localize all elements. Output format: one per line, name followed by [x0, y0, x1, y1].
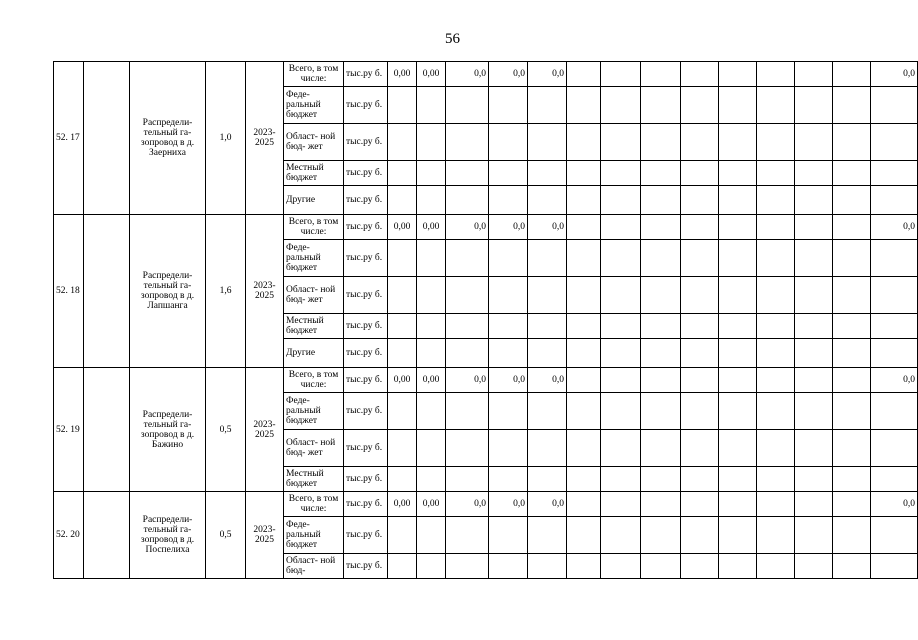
empty-cell	[681, 467, 719, 492]
table-row	[54, 368, 918, 393]
value-cell: 0,0	[489, 368, 528, 393]
empty-cell	[601, 393, 641, 430]
empty-cell	[757, 368, 795, 393]
empty-cell	[489, 517, 528, 554]
value-cell: 0,00	[388, 492, 417, 517]
empty-cell	[795, 517, 833, 554]
unit-label: тыс.ру б.	[344, 186, 388, 215]
empty-cell	[601, 215, 641, 240]
empty-cell	[833, 87, 871, 124]
value-cell: 0,00	[388, 215, 417, 240]
empty-cell	[489, 161, 528, 186]
empty-cell	[681, 368, 719, 393]
empty-cell	[681, 430, 719, 467]
funding-source: Феде- ральный бюджет	[284, 393, 344, 430]
empty-cell	[681, 277, 719, 314]
value-cell: 0,0	[871, 215, 918, 240]
funding-source: Местный бюджет	[284, 161, 344, 186]
empty-cell	[567, 124, 601, 161]
empty-cell	[871, 430, 918, 467]
object-name: Распредели- тельный га- зопровод в д. Бажино	[130, 368, 206, 492]
empty-cell	[871, 554, 918, 579]
unit-label: тыс.ру б.	[344, 368, 388, 393]
empty-cell	[489, 339, 528, 368]
empty-cell	[871, 87, 918, 124]
empty-cell	[446, 467, 489, 492]
value-cell: 0,0	[446, 368, 489, 393]
empty-cell	[757, 240, 795, 277]
empty-cell	[388, 87, 417, 124]
empty-cell	[719, 62, 757, 87]
row-number: 52. 20	[54, 492, 84, 579]
empty-cell	[601, 87, 641, 124]
empty-cell	[601, 339, 641, 368]
empty-cell	[528, 277, 567, 314]
empty-cell	[489, 393, 528, 430]
unit-label: тыс.ру б.	[344, 215, 388, 240]
empty-cell	[641, 393, 681, 430]
empty-cell	[446, 161, 489, 186]
empty-cell	[757, 186, 795, 215]
empty-cell	[417, 393, 446, 430]
empty-cell	[681, 215, 719, 240]
pipeline-length: 1,6	[206, 215, 246, 368]
empty-cell	[84, 62, 130, 215]
object-name: Распредели- тельный га- зопровод в д. Поспелиха	[130, 492, 206, 579]
empty-cell	[719, 314, 757, 339]
unit-label: тыс.ру б.	[344, 492, 388, 517]
empty-cell	[641, 368, 681, 393]
funding-source: Местный бюджет	[284, 467, 344, 492]
empty-cell	[528, 161, 567, 186]
empty-cell	[833, 492, 871, 517]
object-name: Распредели- тельный га- зопровод в д. Лапшанга	[130, 215, 206, 368]
empty-cell	[719, 277, 757, 314]
funding-source: Другие	[284, 186, 344, 215]
empty-cell	[567, 215, 601, 240]
empty-cell	[601, 467, 641, 492]
empty-cell	[795, 161, 833, 186]
empty-cell	[489, 240, 528, 277]
empty-cell	[795, 124, 833, 161]
empty-cell	[757, 87, 795, 124]
empty-cell	[795, 314, 833, 339]
value-cell: 0,0	[446, 215, 489, 240]
empty-cell	[871, 467, 918, 492]
empty-cell	[446, 554, 489, 579]
unit-label: тыс.ру б.	[344, 339, 388, 368]
empty-cell	[417, 277, 446, 314]
empty-cell	[641, 554, 681, 579]
empty-cell	[446, 393, 489, 430]
empty-cell	[871, 186, 918, 215]
unit-label: тыс.ру б.	[344, 240, 388, 277]
empty-cell	[681, 87, 719, 124]
empty-cell	[446, 240, 489, 277]
pipeline-length: 0,5	[206, 492, 246, 579]
funding-source: Област- ной бюд- жет	[284, 124, 344, 161]
empty-cell	[795, 62, 833, 87]
unit-label: тыс.ру б.	[344, 87, 388, 124]
empty-cell	[871, 161, 918, 186]
value-cell: 0,0	[446, 492, 489, 517]
empty-cell	[757, 430, 795, 467]
empty-cell	[567, 492, 601, 517]
empty-cell	[681, 314, 719, 339]
empty-cell	[795, 368, 833, 393]
value-cell: 0,00	[417, 215, 446, 240]
empty-cell	[528, 240, 567, 277]
object-name: Распредели- тельный га- зопровод в д. Заерниха	[130, 62, 206, 215]
empty-cell	[719, 240, 757, 277]
funding-table	[53, 61, 918, 579]
empty-cell	[681, 62, 719, 87]
empty-cell	[567, 517, 601, 554]
empty-cell	[446, 430, 489, 467]
empty-cell	[871, 277, 918, 314]
empty-cell	[417, 87, 446, 124]
value-cell: 0,0	[489, 62, 528, 87]
empty-cell	[795, 467, 833, 492]
empty-cell	[757, 517, 795, 554]
empty-cell	[567, 393, 601, 430]
empty-cell	[641, 124, 681, 161]
empty-cell	[871, 240, 918, 277]
empty-cell	[446, 339, 489, 368]
empty-cell	[719, 517, 757, 554]
funding-source: Всего, в том числе:	[284, 215, 344, 240]
empty-cell	[388, 393, 417, 430]
unit-label: тыс.ру б.	[344, 62, 388, 87]
empty-cell	[567, 240, 601, 277]
empty-cell	[719, 339, 757, 368]
empty-cell	[641, 430, 681, 467]
empty-cell	[601, 368, 641, 393]
empty-cell	[601, 430, 641, 467]
empty-cell	[528, 124, 567, 161]
empty-cell	[719, 467, 757, 492]
value-cell: 0,0	[528, 215, 567, 240]
empty-cell	[757, 393, 795, 430]
empty-cell	[489, 186, 528, 215]
empty-cell	[833, 314, 871, 339]
empty-cell	[757, 215, 795, 240]
empty-cell	[446, 124, 489, 161]
funding-source: Феде- ральный бюджет	[284, 87, 344, 124]
value-cell: 0,0	[871, 492, 918, 517]
table-row	[54, 492, 918, 517]
empty-cell	[871, 124, 918, 161]
empty-cell	[567, 554, 601, 579]
pipeline-length: 0,5	[206, 368, 246, 492]
empty-cell	[528, 339, 567, 368]
empty-cell	[489, 467, 528, 492]
empty-cell	[84, 492, 130, 579]
empty-cell	[84, 368, 130, 492]
empty-cell	[446, 517, 489, 554]
empty-cell	[795, 393, 833, 430]
empty-cell	[641, 467, 681, 492]
empty-cell	[833, 467, 871, 492]
empty-cell	[757, 554, 795, 579]
pipeline-length: 1,0	[206, 62, 246, 215]
empty-cell	[795, 430, 833, 467]
funding-source: Област- ной бюд- жет	[284, 277, 344, 314]
empty-cell	[601, 554, 641, 579]
unit-label: тыс.ру б.	[344, 554, 388, 579]
value-cell: 0,00	[417, 492, 446, 517]
unit-label: тыс.ру б.	[344, 124, 388, 161]
empty-cell	[833, 124, 871, 161]
empty-cell	[719, 492, 757, 517]
empty-cell	[795, 87, 833, 124]
unit-label: тыс.ру б.	[344, 277, 388, 314]
empty-cell	[719, 161, 757, 186]
empty-cell	[388, 554, 417, 579]
empty-cell	[489, 430, 528, 467]
empty-cell	[833, 430, 871, 467]
empty-cell	[567, 62, 601, 87]
period: 2023- 2025	[246, 368, 284, 492]
value-cell: 0,0	[528, 492, 567, 517]
page-number: 56	[445, 31, 460, 47]
empty-cell	[417, 517, 446, 554]
funding-source: Всего, в том числе:	[284, 368, 344, 393]
funding-source: Феде- ральный бюджет	[284, 517, 344, 554]
empty-cell	[601, 62, 641, 87]
empty-cell	[601, 492, 641, 517]
unit-label: тыс.ру б.	[344, 467, 388, 492]
value-cell: 0,00	[388, 62, 417, 87]
empty-cell	[641, 314, 681, 339]
empty-cell	[528, 393, 567, 430]
empty-cell	[567, 467, 601, 492]
empty-cell	[388, 314, 417, 339]
empty-cell	[719, 87, 757, 124]
value-cell: 0,0	[489, 215, 528, 240]
empty-cell	[681, 554, 719, 579]
empty-cell	[795, 186, 833, 215]
empty-cell	[567, 314, 601, 339]
unit-label: тыс.ру б.	[344, 517, 388, 554]
row-number: 52. 19	[54, 368, 84, 492]
empty-cell	[681, 339, 719, 368]
empty-cell	[757, 467, 795, 492]
empty-cell	[757, 339, 795, 368]
empty-cell	[833, 339, 871, 368]
empty-cell	[446, 314, 489, 339]
table-row	[54, 62, 918, 87]
empty-cell	[388, 517, 417, 554]
empty-cell	[719, 393, 757, 430]
empty-cell	[417, 186, 446, 215]
empty-cell	[528, 430, 567, 467]
empty-cell	[84, 215, 130, 368]
empty-cell	[719, 554, 757, 579]
empty-cell	[528, 467, 567, 492]
value-cell: 0,0	[871, 368, 918, 393]
value-cell: 0,0	[528, 368, 567, 393]
empty-cell	[528, 87, 567, 124]
empty-cell	[795, 215, 833, 240]
empty-cell	[757, 62, 795, 87]
funding-source: Област- ной бюд-	[284, 554, 344, 579]
empty-cell	[795, 277, 833, 314]
empty-cell	[833, 277, 871, 314]
unit-label: тыс.ру б.	[344, 314, 388, 339]
empty-cell	[601, 161, 641, 186]
funding-source: Местный бюджет	[284, 314, 344, 339]
empty-cell	[489, 124, 528, 161]
funding-source: Всего, в том числе:	[284, 492, 344, 517]
empty-cell	[528, 186, 567, 215]
empty-cell	[641, 87, 681, 124]
empty-cell	[641, 161, 681, 186]
empty-cell	[601, 517, 641, 554]
empty-cell	[489, 87, 528, 124]
empty-cell	[417, 314, 446, 339]
empty-cell	[567, 186, 601, 215]
value-cell: 0,0	[489, 492, 528, 517]
period: 2023- 2025	[246, 62, 284, 215]
empty-cell	[833, 393, 871, 430]
empty-cell	[528, 314, 567, 339]
empty-cell	[567, 161, 601, 186]
value-cell: 0,00	[388, 368, 417, 393]
empty-cell	[681, 492, 719, 517]
empty-cell	[388, 277, 417, 314]
empty-cell	[871, 314, 918, 339]
empty-cell	[641, 277, 681, 314]
empty-cell	[641, 215, 681, 240]
empty-cell	[417, 339, 446, 368]
value-cell: 0,00	[417, 62, 446, 87]
empty-cell	[601, 186, 641, 215]
empty-cell	[641, 62, 681, 87]
empty-cell	[567, 339, 601, 368]
empty-cell	[567, 87, 601, 124]
empty-cell	[641, 339, 681, 368]
empty-cell	[681, 124, 719, 161]
empty-cell	[388, 124, 417, 161]
empty-cell	[446, 87, 489, 124]
empty-cell	[833, 215, 871, 240]
empty-cell	[641, 186, 681, 215]
empty-cell	[567, 368, 601, 393]
empty-cell	[681, 393, 719, 430]
empty-cell	[719, 430, 757, 467]
unit-label: тыс.ру б.	[344, 161, 388, 186]
empty-cell	[388, 240, 417, 277]
empty-cell	[417, 430, 446, 467]
period: 2023- 2025	[246, 492, 284, 579]
value-cell: 0,0	[528, 62, 567, 87]
empty-cell	[388, 186, 417, 215]
empty-cell	[681, 186, 719, 215]
empty-cell	[871, 339, 918, 368]
value-cell: 0,00	[417, 368, 446, 393]
empty-cell	[601, 314, 641, 339]
empty-cell	[833, 161, 871, 186]
empty-cell	[489, 314, 528, 339]
empty-cell	[446, 277, 489, 314]
empty-cell	[417, 240, 446, 277]
empty-cell	[795, 554, 833, 579]
empty-cell	[681, 240, 719, 277]
empty-cell	[833, 240, 871, 277]
empty-cell	[528, 554, 567, 579]
empty-cell	[795, 492, 833, 517]
empty-cell	[388, 339, 417, 368]
empty-cell	[719, 368, 757, 393]
empty-cell	[833, 62, 871, 87]
value-cell: 0,0	[871, 62, 918, 87]
empty-cell	[641, 240, 681, 277]
funding-source: Всего, в том числе:	[284, 62, 344, 87]
funding-source: Област- ной бюд- жет	[284, 430, 344, 467]
row-number: 52. 17	[54, 62, 84, 215]
empty-cell	[641, 492, 681, 517]
empty-cell	[417, 124, 446, 161]
unit-label: тыс.ру б.	[344, 430, 388, 467]
empty-cell	[388, 467, 417, 492]
empty-cell	[833, 186, 871, 215]
unit-label: тыс.ру б.	[344, 393, 388, 430]
empty-cell	[417, 554, 446, 579]
empty-cell	[388, 161, 417, 186]
row-number: 52. 18	[54, 215, 84, 368]
empty-cell	[681, 161, 719, 186]
empty-cell	[757, 314, 795, 339]
empty-cell	[417, 161, 446, 186]
empty-cell	[601, 124, 641, 161]
empty-cell	[601, 240, 641, 277]
empty-cell	[871, 517, 918, 554]
empty-cell	[795, 339, 833, 368]
empty-cell	[489, 277, 528, 314]
empty-cell	[601, 277, 641, 314]
empty-cell	[833, 517, 871, 554]
empty-cell	[757, 492, 795, 517]
empty-cell	[489, 554, 528, 579]
empty-cell	[719, 186, 757, 215]
empty-cell	[681, 517, 719, 554]
empty-cell	[641, 517, 681, 554]
value-cell: 0,0	[446, 62, 489, 87]
period: 2023- 2025	[246, 215, 284, 368]
empty-cell	[795, 240, 833, 277]
empty-cell	[567, 277, 601, 314]
empty-cell	[757, 277, 795, 314]
empty-cell	[567, 430, 601, 467]
empty-cell	[833, 368, 871, 393]
empty-cell	[757, 124, 795, 161]
empty-cell	[446, 186, 489, 215]
empty-cell	[757, 161, 795, 186]
empty-cell	[417, 467, 446, 492]
empty-cell	[871, 393, 918, 430]
empty-cell	[719, 215, 757, 240]
empty-cell	[719, 124, 757, 161]
funding-source: Другие	[284, 339, 344, 368]
empty-cell	[388, 430, 417, 467]
table-row	[54, 215, 918, 240]
empty-cell	[528, 517, 567, 554]
empty-cell	[833, 554, 871, 579]
funding-source: Феде- ральный бюджет	[284, 240, 344, 277]
